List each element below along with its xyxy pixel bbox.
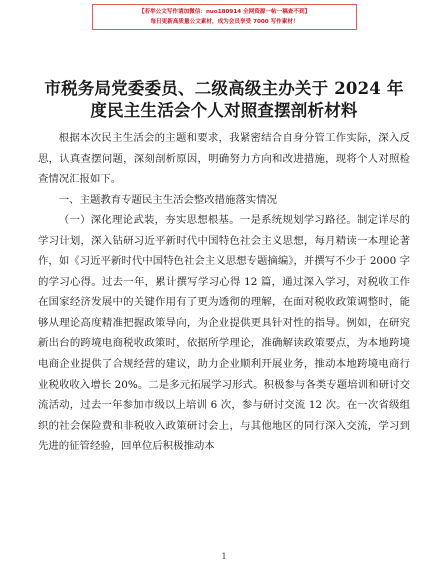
promo-banner-line2: 每日更新高质量公文素材，成为会员享受 7000 写作素材！ [150,19,299,25]
promo-banner [92,4,357,30]
promo-banner-line1: 【若举公文写作请加微信：nuo180914 全网资源一帖一稿查不到】 [138,9,311,15]
page-number: 1 [221,552,227,561]
intro-paragraph: 根据本次民主生活会的主题和要求，我紧密结合自身分管工作实际，深入反思，认真查摆问题，深刻剖析原因，明确努力方向和改进措施，现将个人对照检查情况汇报如下。 [38,132,410,186]
section-heading: 一、主题教育专题民主生活会整改措施落实情况 [58,193,277,206]
document-body [38,128,410,457]
body-paragraph: （一）深化理论武装，夯实思想根基。一是系统规划学习路径。制定详尽的学习计划，深入钻研习近平新时代中国特色社会主义思想，每月精读一本理论著作，如《习近平新时代中国特色社会主义思想专题摘编》，并撰写不少于 2000 字的学习心得。过去一年，累计撰写学习心得 12 篇，通过深入学习，对税收工作在国家经济发展中的关键作用有了更为透彻的理解，在面对税收政策调整时，能够从理论高度精准把握政策导向，为企业提供更具针对性的指导。例如，在研究新出台的跨境电商税收政策时，依据所学理论，准确解读政策要点，为本地跨境电商企业提供了合规经营的建议，助力企业顺利开展业务，推动本地跨境电商行业税收收入增长 20%。二是多元拓展学习形式。积极参与各类专题培训和研讨交流活动，过去一年参加市级以上培训 6 次，参与研讨交流 12 次。在一次省级组织的社会保险费和非税收入政策研讨会上，与其他地区的同行深入交流，学习到先进的征管经验，回单位后积极推动本 [38,214,410,453]
document-title: 市税务局党委委员、二级高级主办关于 2024 年度民主生活会个人对照查摆剖析材料 [44,79,404,120]
